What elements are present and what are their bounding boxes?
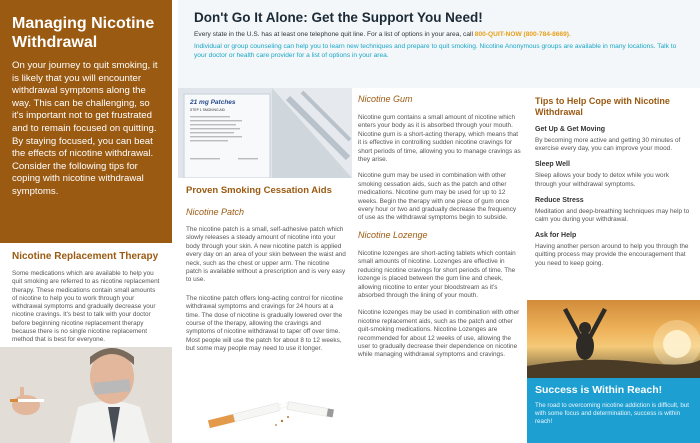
gum-paragraph-1: Nicotine gum contains a small amount of nicotine which enters your body as it is absorbed through your mouth. Nicotine gum is a short-acting therapy, which means that it is effective in controlling sudden nicotine cravings for short periods of time, allowing you to manage cravings as they arise. [358, 114, 521, 164]
success-title: Success is Within Reach! [535, 384, 663, 396]
gum-paragraph-2: Nicotine gum may be used in combination with other smoking cessation aids, such as the patch and other medications. Nicotine gum may be used for up to 12 weeks. Begin the therapy with one piece of gum once every hour or two and gradually decrease the frequency of use as the withdrawal symptoms begin to subside. [358, 172, 517, 222]
patch-paragraph-1: The nicotine patch is a small, self-adhesive patch which slowly releases a steady amount of nicotine into your body through your skin. A new nicotine patch is applied every day on an area of your skin between the waist and neck, such as the chest or upper arm. The nicotine patch is available without a prescription and is very easy to use. [186, 226, 346, 284]
lozenge-paragraph-2: Nicotine lozenges may be used in combination with other nicotine replacement aids, such as the patch and other quit-smoking medications. Nicotine Lozenges are recommended for about 12 weeks of use, allowing the user to gradually decrease their dependence on nicotine while managing withdrawal symptoms and cravings. [358, 309, 520, 359]
quit-line-text [194, 31, 688, 38]
nicotine-lozenge-title: Nicotine Lozenge [358, 229, 428, 240]
gum-lozenge-column [352, 88, 527, 360]
nrt-title: Nicotine Replacement Therapy [12, 251, 159, 262]
quit-line-sentence: Every state in the U.S. has at least one telephone quit line. For a list of options in your area, call [194, 31, 473, 38]
lozenge-paragraph-1: Nicotine lozenges are short-acting tablets which contain small amounts of nicotine. Lozenges are effective in reducing nicotine cravings for short periods of time. The lozenge is placed between the gum line and cheek, allowing nicotine to enter your bloodstream as it's absorbed through the lining of your mouth. [358, 249, 516, 299]
nicotine-gum-title: Nicotine Gum [358, 94, 413, 104]
success-box [527, 378, 700, 443]
broken-cigarette-photo [178, 377, 352, 443]
left-column [0, 0, 172, 443]
nrt-section [0, 243, 172, 345]
tip-text: Meditation and deep-breathing techniques may help to calm you during your withdrawal. [535, 207, 690, 224]
tips-column [527, 88, 700, 268]
nicotine-patch-title: Nicotine Patch [186, 207, 245, 217]
quit-line-phone: 800-QUIT-NOW (800-784-8669). [474, 31, 571, 38]
support-banner [178, 0, 700, 88]
nrt-text: Some medications which are available to help you quit smoking are referred to as nicotine replacement therapy. These medications contain small amounts of nicotine to help you to work through your withdrawal symptoms and gradually decrease your nicotine cravings. It's best to talk with your doctor before beginning nicotine replacement therapy because there is no single nicotine replacement method that is best for everyone. [12, 270, 160, 344]
brochure-title: Managing Nicotine Withdrawal [12, 15, 155, 51]
intro-text: On your journey to quit smoking, it is likely that you will encounter withdrawal symptoms along the way. This can be challenging, so it's important not to get frustrated and to remain focused on quitting. By staying focused, you can beat the effects of nicotine withdrawal. Consider the following tips for coping with nicotine withdrawal symptoms. [12, 60, 158, 197]
tips-title: Tips to Help Cope with Nicotine Withdrawal [535, 96, 670, 117]
tip-heading: Reduce Stress [535, 196, 584, 204]
success-text: The road to overcoming nicotine addiction is difficult, but with some focus and determination, success is within reach! [535, 402, 689, 425]
tip-text: By becoming more active and getting 30 minutes of exercise every day, you can improve your mood. [535, 137, 681, 153]
tip-heading: Get Up & Get Moving [535, 126, 605, 133]
proven-aids-title: Proven Smoking Cessation Aids [186, 185, 332, 196]
person-arms-raised-sunset-photo [527, 300, 700, 378]
tip-heading: Ask for Help [535, 232, 577, 240]
tip-heading: Sleep Well [535, 161, 570, 169]
patch-box-heading: 21 mg Patches [190, 99, 236, 106]
counseling-text: Individual or group counseling can help you to learn new techniques and prepare to quit smoking. Nicotine Anonymous groups are available in many locations. Talk to your doctor or health care provider for a list of options in your area. [194, 43, 677, 59]
tip-text: Having another person around to help you through the quitting process may provide the encouragement that you need to keep going. [535, 243, 689, 267]
tip-text: Sleep allows your body to detox while you work through your withdrawal symptoms. [535, 172, 669, 188]
patch-paragraph-2: The nicotine patch offers long-acting control for nicotine withdrawal symptoms and cravings for 24 hours at a time. The dose of nicotine is gradually lowered over the course of the therapy, allowing the cravings and symptoms of nicotine withdrawal to taper off over time. Most people will use the patch for about 8 to 12 weeks, but some may people may need to use it longer. [186, 294, 343, 353]
cessation-aids-column [178, 178, 352, 354]
banner-title: Don't Go It Alone: Get the Support You Need! [194, 10, 483, 25]
patch-box-sub: STEP 1 SMOKING AID [190, 108, 225, 112]
intro-panel [0, 0, 172, 243]
nicotine-patch-photo [178, 88, 352, 178]
man-with-cigarette-photo [0, 347, 172, 443]
